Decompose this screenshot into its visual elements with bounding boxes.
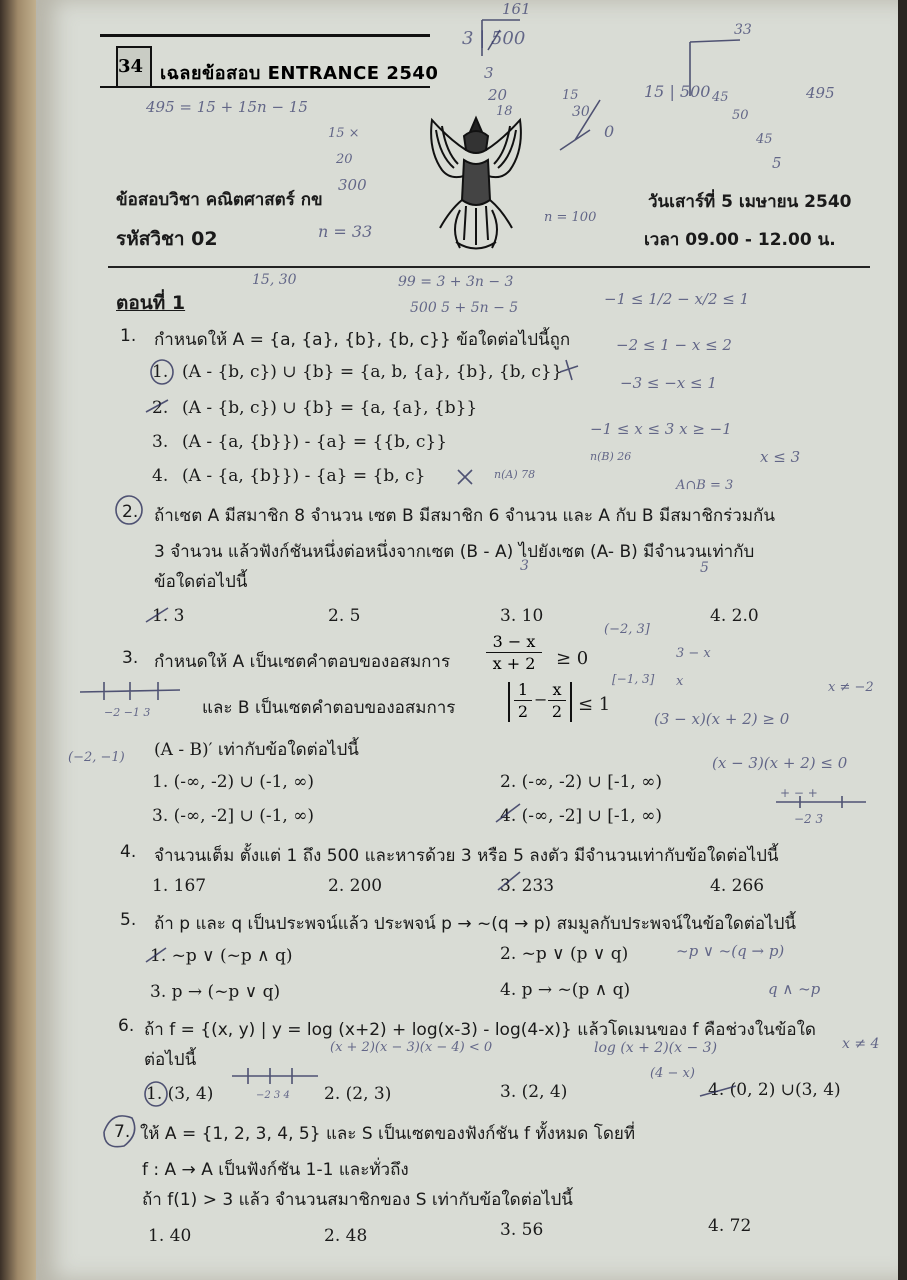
- margin-signs: + − +: [780, 786, 818, 800]
- x-num: x: [552, 680, 562, 699]
- note-300: 300: [338, 176, 367, 194]
- q3-number: 3.: [122, 648, 139, 668]
- q3-line2: และ B เป็นเซตคำตอบของอสมการ: [202, 698, 456, 718]
- q6-line2: ต่อไปนี้: [144, 1050, 197, 1070]
- margin-x-neq: x ≠ −2: [828, 680, 874, 695]
- margin-x: x: [676, 674, 684, 689]
- note-45: 45: [712, 90, 729, 105]
- margin-nB: n(B) 26: [590, 450, 632, 463]
- q5-opt1: 1. ~p ∨ (~p ∧ q): [150, 946, 293, 966]
- q3-opt4-slash: [496, 804, 520, 822]
- q6-opt3: 3. (2, 4): [500, 1082, 568, 1102]
- q2-opt1: 1. 3: [152, 606, 185, 626]
- note-50: 50: [732, 108, 749, 123]
- q4-opt4: 4. 266: [710, 876, 765, 896]
- note-3: 3: [484, 64, 494, 82]
- note-n100: n = 100: [544, 210, 597, 225]
- q7-line3: ถ้า f(1) > 3 แล้ว จำนวนสมาชิกของ S เท่ากับข้อใดต่อไปนี้: [142, 1190, 573, 1210]
- q7-opt2: 2. 48: [324, 1226, 368, 1246]
- margin-ineq-1: −1 ≤ 1/2 − x/2 ≤ 1: [604, 290, 750, 308]
- q3-relation-a: ≥ 0: [556, 648, 589, 669]
- q2-opt2: 2. 5: [328, 606, 361, 626]
- q5-opt3: 3. p → (~p ∨ q): [150, 982, 281, 1002]
- margin-q2-3: 3: [520, 558, 529, 574]
- note-0: 0: [604, 122, 615, 141]
- exam-date: วันเสาร์ที่ 5 เมษายน 2540: [648, 192, 852, 212]
- margin-q6-denominator: (4 − x): [650, 1066, 695, 1081]
- note-n33: n = 33: [318, 222, 373, 241]
- note-495b: 495: [806, 84, 835, 102]
- note-161: 161: [502, 0, 531, 18]
- q5-text: ถ้า p และ q เป็นประพจน์แล้ว ประพจน์ p → ~(q → p) สมมูลกับประพจน์ในข้อใดต่อไปนี้: [154, 914, 796, 934]
- margin-ineq-3: −3 ≤ −x ≤ 1: [620, 374, 717, 392]
- margin-q6-product: (x + 2)(x − 3)(x − 4) < 0: [330, 1040, 493, 1055]
- q2-opt3: 3. 10: [500, 606, 544, 626]
- exam-code: รหัสวิชา 02: [116, 228, 218, 250]
- margin-3mx: 3 − x: [676, 646, 711, 661]
- margin-q6-numberline: −2 3 4: [256, 1090, 290, 1101]
- q2-line3: ข้อใดต่อไปนี้: [154, 572, 248, 592]
- q1-opt3: (A - {a, {b}}) - {a} = {{b, c}}: [182, 432, 448, 452]
- note-500: 500 5 + 5n − 5: [410, 300, 519, 316]
- q3-frac-numerator: 3 − x: [492, 632, 536, 651]
- q1-answer-circle: [151, 360, 173, 384]
- note-15-30: 15, 30: [252, 272, 297, 288]
- q5-opt4: 4. p → ~(p ∧ q): [500, 980, 631, 1000]
- q7-line2: f : A → A เป็นฟังก์ชัน 1-1 และทั่วถึง: [142, 1160, 409, 1180]
- margin-nA: n(A) 78: [494, 468, 536, 481]
- q4-opt3-slash: [498, 872, 520, 890]
- margin-roots: −2 3: [794, 812, 824, 826]
- q1-opt4-number: 4.: [152, 466, 169, 486]
- minus-sign: −: [534, 690, 548, 709]
- q6-opt2: 2. (2, 3): [324, 1084, 392, 1104]
- q1-opt3-number: 3.: [152, 432, 169, 452]
- note-15x: 15 ×: [328, 126, 360, 141]
- q2-line2: 3 จำนวน แล้วฟังก์ชันหนึ่งต่อหนึ่งจากเซต (B - A) ไปยังเซต (A- B) มีจำนวนเท่ากับ: [154, 542, 755, 562]
- x-den: 2: [551, 702, 563, 721]
- q1-number: 1.: [120, 326, 137, 346]
- note-20b: 20: [488, 86, 508, 104]
- margin-ineq-5: x ≤ 3: [760, 448, 801, 466]
- q7-opt1: 1. 40: [148, 1226, 192, 1246]
- q4-opt2: 2. 200: [328, 876, 383, 896]
- q6-number: 6.: [118, 1016, 135, 1036]
- exam-subject: ข้อสอบวิชา คณิตศาสตร์ กข: [116, 190, 323, 210]
- note-99: 99 = 3 + 3n − 3: [398, 274, 514, 290]
- note-18: 18: [496, 104, 513, 119]
- q2-line1: ถ้าเซต A มีสมาชิก 8 จำนวน เซต B มีสมาชิก 6 จำนวน และ A กับ B มีสมาชิกร่วมกัน: [154, 506, 775, 526]
- note-495: 495 = 15 + 15n − 15: [146, 98, 308, 116]
- margin-interval-left: (−2, −1): [68, 750, 125, 765]
- q3-opt1: 1. (-∞, -2) ∪ (-1, ∞): [152, 772, 315, 792]
- note-5: 5: [772, 154, 782, 172]
- q7-answer-circle: [104, 1116, 135, 1147]
- q4-number: 4.: [120, 842, 137, 862]
- q3-frac-denominator: x + 2: [492, 654, 536, 673]
- q6-opt1: 1. (3, 4): [146, 1084, 214, 1104]
- q6-opt4: 4. (0, 2) ∪(3, 4): [708, 1080, 841, 1100]
- q4-text: จำนวนเต็ม ตั้งแต่ 1 ถึง 500 และหารด้วย 3 หรือ 5 ลงตัว มีจำนวนเท่ากับข้อใดต่อไปนี้: [154, 846, 779, 866]
- page-number: 34: [118, 56, 144, 77]
- q1-opt2: (A - {b, c}) ∪ {b} = {a, {a}, {b}}: [182, 398, 478, 418]
- q1-opt4: (A - {a, {b}}) - {a} = {b, c}: [182, 466, 426, 486]
- q7-number: 7.: [114, 1122, 131, 1142]
- section-title: ตอนที่ 1: [116, 292, 186, 314]
- q2-answer-circle: [116, 496, 142, 524]
- margin-ineq-2: −2 ≤ 1 − x ≤ 2: [616, 336, 732, 354]
- margin-ineq-4: −1 ≤ x ≤ 3 x ≥ −1: [590, 420, 732, 438]
- margin-interval-b: [−1, 3]: [612, 672, 655, 686]
- note-3-500: 3 | 500: [462, 28, 526, 49]
- q1-opt2-number: 2.: [152, 398, 169, 418]
- book-title: เฉลยข้อสอบ ENTRANCE 2540: [160, 63, 439, 84]
- q4-opt1: 1. 167: [152, 876, 207, 896]
- q6-opt4-slash: [700, 1086, 736, 1096]
- q7-opt3: 3. 56: [500, 1220, 544, 1240]
- numberline-q3: [80, 682, 180, 700]
- note-15-500: 15 | 500: [644, 82, 711, 101]
- q6-answer-circle: [145, 1082, 167, 1106]
- q1-text: กำหนดให้ A = {a, {a}, {b}, {b, c}} ข้อใดต่อไปนี้ถูก: [154, 330, 571, 350]
- q3-line1: กำหนดให้ A เป็นเซตคำตอบของอสมการ: [154, 652, 451, 672]
- q3-relation-b: ≤ 1: [578, 694, 611, 715]
- q3-opt4: 4. (-∞, -2] ∪ [-1, ∞): [500, 806, 663, 826]
- q5-opt2: 2. ~p ∨ (p ∨ q): [500, 944, 629, 964]
- q1-opt1: (A - {b, c}) ∪ {b} = {a, b, {a}, {b}, {b, c}}: [182, 362, 563, 382]
- margin-q6-log: log (x + 2)(x − 3): [594, 1040, 718, 1056]
- q1-opt1-number: 1.: [152, 362, 169, 382]
- exam-time: เวลา 09.00 - 12.00 น.: [644, 230, 836, 250]
- note-30: 30: [572, 104, 590, 120]
- q2-number: 2.: [122, 502, 139, 522]
- q2-opt4: 4. 2.0: [710, 606, 759, 626]
- q3-line3: (A - B)′ เท่ากับข้อใดต่อไปนี้: [154, 740, 359, 760]
- q6-line1: ถ้า f = {(x, y) | y = log (x+2) + log(x-3) - log(4-x)} แล้วโดเมนของ f คือช่วงในข้อใด: [144, 1020, 816, 1040]
- margin-numberline-labels: −2 −1 3: [104, 706, 151, 719]
- q1-x-mark: [458, 470, 472, 484]
- q3-opt3: 3. (-∞, -2] ∪ (-1, ∞): [152, 806, 315, 826]
- q4-opt3: 3. 233: [500, 876, 555, 896]
- q7-opt4: 4. 72: [708, 1216, 752, 1236]
- q1-wrong-mark: [560, 360, 578, 380]
- numberline-q6: [232, 1068, 318, 1084]
- q5-opt1-slash: [146, 948, 166, 962]
- margin-product-2: (x − 3)(x + 2) ≤ 0: [712, 754, 848, 772]
- q3-opt2: 2. (-∞, -2) ∪ [-1, ∞): [500, 772, 663, 792]
- half-den: 2: [517, 702, 529, 721]
- half-num: 1: [517, 680, 529, 699]
- margin-q5-work: ~p ∨ ~(q → p): [676, 942, 785, 960]
- margin-interval-a: (−2, 3]: [604, 622, 650, 637]
- margin-q5-result: q ∧ ~p: [768, 980, 821, 998]
- margin-AandB: A∩B = 3: [676, 478, 734, 493]
- q5-number: 5.: [120, 910, 137, 930]
- margin-x-neq-4: x ≠ 4: [842, 1036, 880, 1052]
- note-33: 33: [734, 22, 752, 38]
- q7-line1: ให้ A = {1, 2, 3, 4, 5} และ S เป็นเซตของฟังก์ชัน f ทั้งหมด โดยที่: [140, 1124, 636, 1144]
- q2-opt1-slash: [146, 608, 168, 622]
- q1-opt2-slash: [146, 400, 168, 412]
- note-45b: 45: [756, 132, 773, 147]
- margin-q2-5: 5: [700, 560, 709, 576]
- note-15b: 15: [562, 88, 579, 103]
- note-20: 20: [336, 152, 353, 167]
- margin-product-1: (3 − x)(x + 2) ≥ 0: [654, 710, 790, 728]
